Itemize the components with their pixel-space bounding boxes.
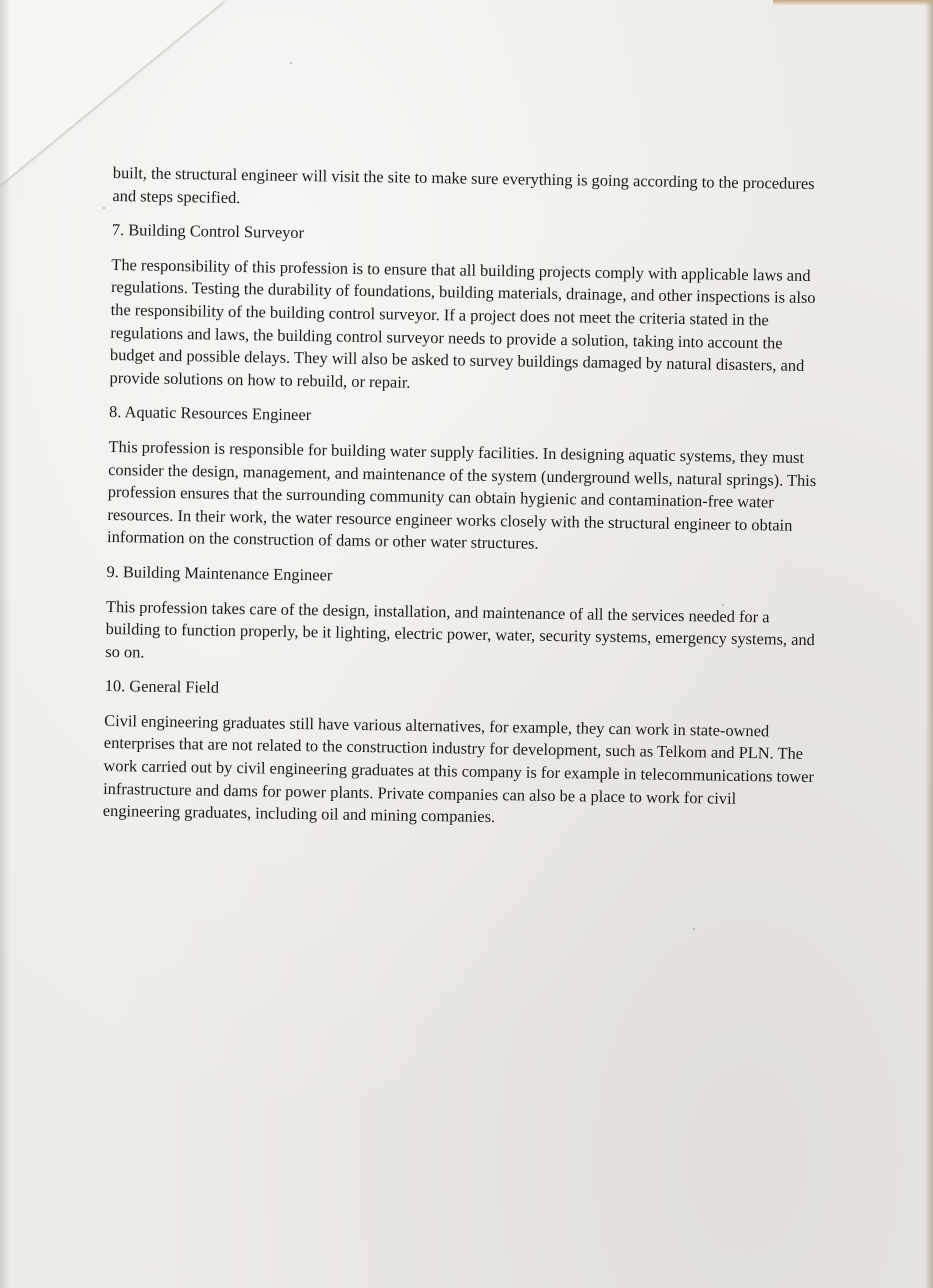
section-body-building-maintenance-engineer: This profession takes care of the design, installation, and maintenance of all the services needed for a building to function properly, be it lighting, electric power, water, security systems, emergency systems, and so on. [105, 596, 815, 662]
section-body-general-field: Civil engineering graduates still have various alternatives, for example, they can work in state-owned enterprises that are not related to the construction industry for development, such as Telkom and PLN. The work carried out by civil engineering graduates at this company is for example in telecommunications tower infrastructure and dams for power plants. Private companies can also be a place to work for civil engineering graduates, including oil and mining companies. [102, 710, 815, 827]
folded-corner [0, 0, 225, 185]
document-body [102, 162, 824, 846]
intro-continuation: built, the structural engineer will visit the site to make sure everything is going according to the procedures and steps specified. [112, 162, 815, 207]
section-heading-building-maintenance-engineer: 9. Building Maintenance Engineer [106, 561, 333, 585]
section-heading-aquatic-resources-engineer: 8. Aquatic Resources Engineer [108, 402, 312, 425]
section-heading-general-field: 10. General Field [104, 676, 220, 698]
section-body-aquatic-resources-engineer: This profession is responsible for building water supply facilities. In designing aquatic systems, they must consider the design, management, and maintenance of the system (underground wells, natural springs). This profession ensures that the surrounding community can obtain hygienic and contamination-free water resources. In their work, the water resource engineer works closely with the structural engineer to obtain information on the construction of dams or other water structures. [106, 436, 817, 554]
paper-speck [103, 207, 105, 209]
left-edge-shadow [0, 0, 10, 1288]
section-heading-building-control-surveyor: 7. Building Control Surveyor [111, 220, 305, 243]
right-edge-shadow [925, 0, 933, 1288]
top-edge-shadow [773, 0, 933, 6]
paper-speck [290, 62, 292, 64]
paper-speck [693, 928, 695, 930]
section-body-building-control-surveyor: The responsibility of this profession is to ensure that all building projects comply with applicable laws and regulations. Testing the durability of foundations, building materials, drainage, and other inspections is also the responsibility of the building control surveyor. If a project does not meet the criteria stated in the regulations and laws, the building control surveyor needs to provide a solution, taking into account the budget and possible delays. They will also be asked to survey buildings damaged by natural disasters, and provide solutions on how to rebuild, or repair. [109, 254, 816, 392]
